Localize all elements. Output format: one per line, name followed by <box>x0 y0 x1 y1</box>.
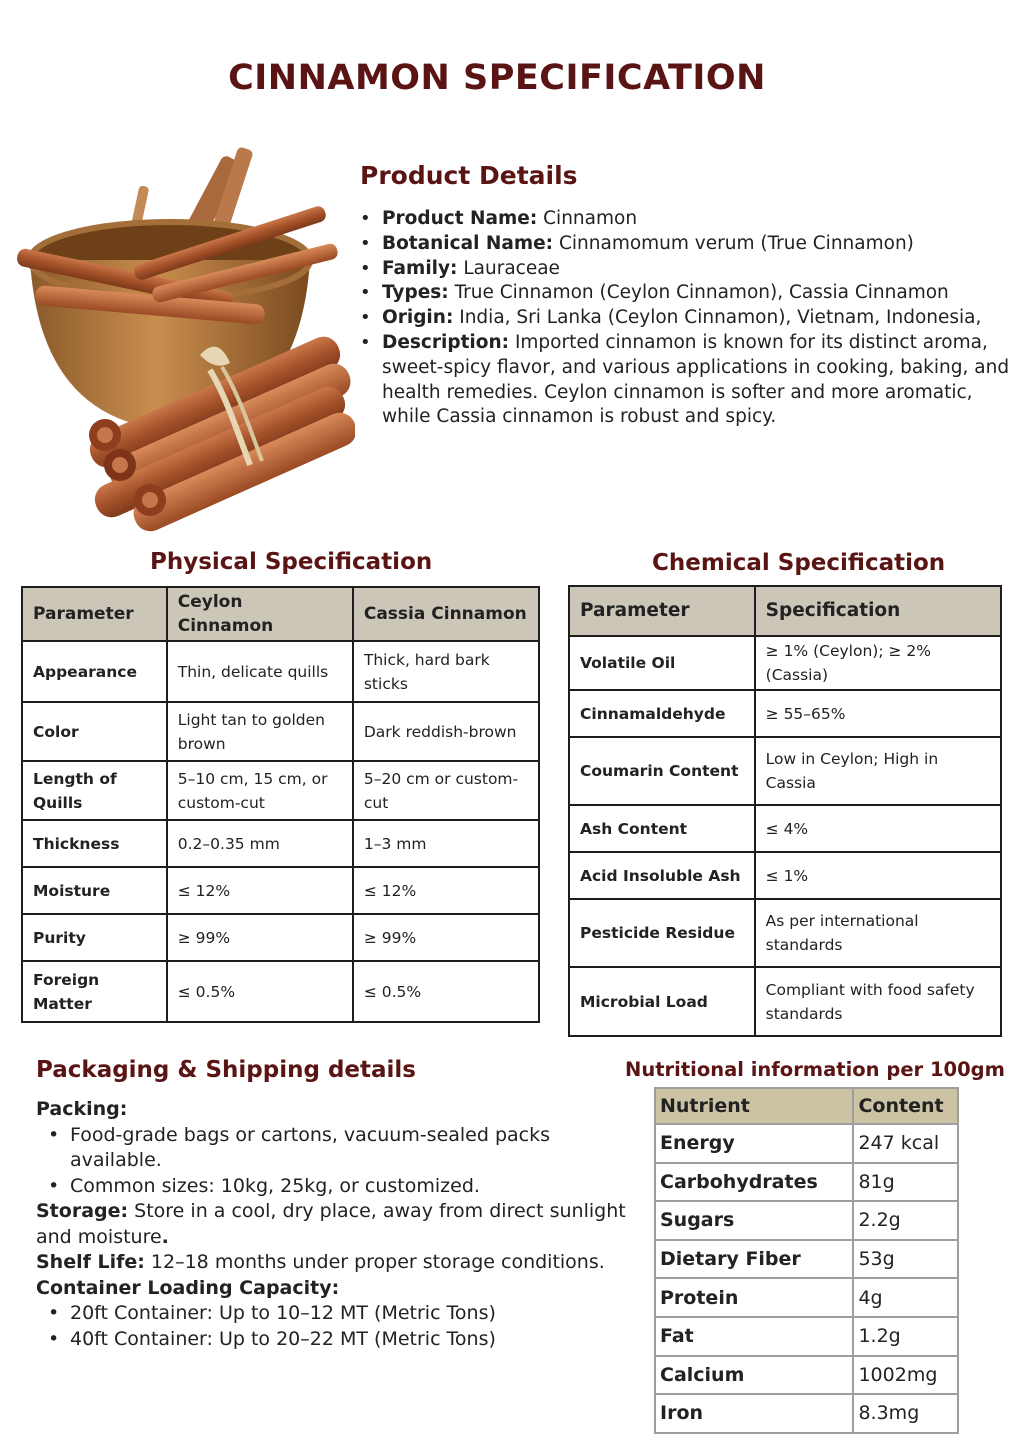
param-cell: Moisture <box>22 867 167 914</box>
packing-label: Packing: <box>36 1098 128 1120</box>
packing-list <box>36 1123 626 1200</box>
content-cell: 1.2g <box>853 1317 958 1356</box>
table-row <box>569 899 1001 967</box>
cassia-cell: Thick, hard bark sticks <box>353 641 539 702</box>
content-cell: 247 kcal <box>853 1124 958 1163</box>
item-value: Cinnamomum verum (True Cinnamon) <box>558 232 914 254</box>
ceylon-cell: ≤ 12% <box>167 867 353 914</box>
item-value: Cinnamon <box>543 208 638 229</box>
container-list <box>36 1301 626 1352</box>
ceylon-cell: Light tan to golden brown <box>167 702 353 761</box>
column-header: Cassia Cinnamon <box>353 587 539 641</box>
list-item: • Common sizes: 10kg, 25kg, or customized. <box>36 1174 626 1200</box>
item-value: Imported cinnamon is known for its distinct aroma, sweet-spicy flavor, and various applications in cooking, baking, and health remedies. Ceylon cinnamon is softer and more aromatic, while Cassia cinnamon is robust and spicy. <box>382 331 1010 428</box>
chemical-spec-table <box>568 585 1002 1037</box>
param-cell: Color <box>22 702 167 761</box>
table-header-row <box>22 587 539 641</box>
nutrient-cell: Calcium <box>655 1356 853 1395</box>
item-label: Description: <box>382 331 510 353</box>
ceylon-cell: ≥ 99% <box>167 914 353 961</box>
ceylon-cell: 5–10 cm, 15 cm, or custom-cut <box>167 761 353 820</box>
product-name-item <box>357 207 1022 232</box>
table-row <box>655 1163 958 1202</box>
column-header: Specification <box>755 586 1001 636</box>
item-label: Origin: <box>382 307 454 329</box>
nutrient-cell: Carbohydrates <box>655 1163 853 1202</box>
spec-cell: ≤ 4% <box>755 805 1001 852</box>
nutrient-cell: Sugars <box>655 1201 853 1240</box>
column-header: Parameter <box>22 587 167 641</box>
table-row <box>569 852 1001 899</box>
spec-cell: Compliant with food safety standards <box>755 967 1001 1036</box>
spec-cell: ≥ 1% (Ceylon); ≥ 2% (Cassia) <box>755 636 1001 690</box>
table-row <box>655 1278 958 1317</box>
packaging-heading: Packaging & Shipping details <box>36 1057 416 1083</box>
physical-spec-heading: Physical Specification <box>150 549 433 575</box>
spec-cell: Low in Ceylon; High in Cassia <box>755 737 1001 805</box>
botanical-name-item <box>357 232 1022 257</box>
description-item <box>357 331 1022 430</box>
container-label: Container Loading Capacity: <box>36 1276 340 1299</box>
table-row <box>22 761 539 820</box>
storage-label: Storage: <box>36 1200 129 1222</box>
packaging-section <box>36 1097 626 1352</box>
physical-spec-table <box>21 586 540 1023</box>
table-row <box>569 690 1001 737</box>
column-header: Nutrient <box>655 1088 853 1124</box>
shelf-life-label: Shelf Life: <box>36 1251 145 1273</box>
nutrition-heading: Nutritional information per 100gm <box>625 1058 1005 1081</box>
list-item: • Food-grade bags or cartons, vacuum-sealed packs available. <box>36 1123 626 1174</box>
nutrient-cell: Protein <box>655 1278 853 1317</box>
column-header: Content <box>853 1088 958 1124</box>
table-row <box>655 1124 958 1163</box>
item-value: Lauraceae <box>463 257 560 279</box>
param-cell: Cinnamaldehyde <box>569 690 755 737</box>
item-label: Family: <box>382 257 458 279</box>
nutrient-cell: Dietary Fiber <box>655 1240 853 1279</box>
nutrient-cell: Fat <box>655 1317 853 1356</box>
cassia-cell: 5–20 cm or custom-cut <box>353 761 539 820</box>
param-cell: Pesticide Residue <box>569 899 755 967</box>
item-label: Botanical Name: <box>382 232 554 254</box>
product-details-list <box>357 207 1022 430</box>
column-header: Parameter <box>569 586 755 636</box>
table-row <box>569 805 1001 852</box>
item-value: True Cinnamon (Ceylon Cinnamon), Cassia Cinnamon <box>454 282 949 304</box>
nutrient-cell: Iron <box>655 1394 853 1433</box>
cassia-cell: ≤ 0.5% <box>353 961 539 1022</box>
item-label: Types: <box>382 282 449 304</box>
origin-item <box>357 306 1022 331</box>
table-row <box>655 1356 958 1395</box>
table-row <box>655 1317 958 1356</box>
spec-cell: As per international standards <box>755 899 1001 967</box>
item-label: Product Name: <box>382 208 538 229</box>
table-row <box>569 636 1001 690</box>
cassia-cell: ≥ 99% <box>353 914 539 961</box>
chemical-spec-heading: Chemical Specification <box>652 550 946 576</box>
storage-value: Store in a cool, dry place, away from direct sunlight and moisture <box>36 1200 626 1248</box>
param-cell: Ash Content <box>569 805 755 852</box>
content-cell: 4g <box>853 1278 958 1317</box>
param-cell: Appearance <box>22 641 167 702</box>
ceylon-cell: 0.2–0.35 mm <box>167 820 353 867</box>
shelf-life-value: 12–18 months under proper storage conditions. <box>150 1251 605 1273</box>
spec-cell: ≥ 55–65% <box>755 690 1001 737</box>
table-row <box>569 967 1001 1036</box>
table-row <box>22 702 539 761</box>
table-row <box>22 641 539 702</box>
list-item: • 20ft Container: Up to 10–12 MT (Metric Tons) <box>36 1301 626 1327</box>
ceylon-cell: ≤ 0.5% <box>167 961 353 1022</box>
cassia-cell: ≤ 12% <box>353 867 539 914</box>
param-cell: Coumarin Content <box>569 737 755 805</box>
item-value: India, Sri Lanka (Ceylon Cinnamon), Vietnam, Indonesia, <box>459 307 982 329</box>
ceylon-cell: Thin, delicate quills <box>167 641 353 702</box>
column-header: Ceylon Cinnamon <box>167 587 353 641</box>
param-cell: Purity <box>22 914 167 961</box>
cinnamon-bowl-image <box>10 135 355 535</box>
page-title: CINNAMON SPECIFICATION <box>228 58 766 98</box>
content-cell: 8.3mg <box>853 1394 958 1433</box>
table-row <box>655 1201 958 1240</box>
spec-cell: ≤ 1% <box>755 852 1001 899</box>
shelf-life-line <box>36 1250 626 1276</box>
storage-line <box>36 1199 626 1250</box>
types-item <box>357 281 1022 306</box>
param-cell: Length of Quills <box>22 761 167 820</box>
nutrition-table <box>654 1087 959 1434</box>
table-row <box>22 914 539 961</box>
storage-period: . <box>161 1225 169 1248</box>
table-row <box>22 961 539 1022</box>
table-row <box>569 737 1001 805</box>
content-cell: 81g <box>853 1163 958 1202</box>
content-cell: 1002mg <box>853 1356 958 1395</box>
table-header-row <box>655 1088 958 1124</box>
list-item: • 40ft Container: Up to 20–22 MT (Metric Tons) <box>36 1327 626 1353</box>
param-cell: Acid Insoluble Ash <box>569 852 755 899</box>
content-cell: 2.2g <box>853 1201 958 1240</box>
content-cell: 53g <box>853 1240 958 1279</box>
table-row <box>22 820 539 867</box>
family-item <box>357 257 1022 282</box>
table-header-row <box>569 586 1001 636</box>
table-row <box>655 1394 958 1433</box>
param-cell: Volatile Oil <box>569 636 755 690</box>
table-row <box>22 867 539 914</box>
cassia-cell: 1–3 mm <box>353 820 539 867</box>
table-row <box>655 1240 958 1279</box>
param-cell: Foreign Matter <box>22 961 167 1022</box>
nutrient-cell: Energy <box>655 1124 853 1163</box>
param-cell: Thickness <box>22 820 167 867</box>
param-cell: Microbial Load <box>569 967 755 1036</box>
product-details-heading: Product Details <box>360 161 578 190</box>
cassia-cell: Dark reddish-brown <box>353 702 539 761</box>
